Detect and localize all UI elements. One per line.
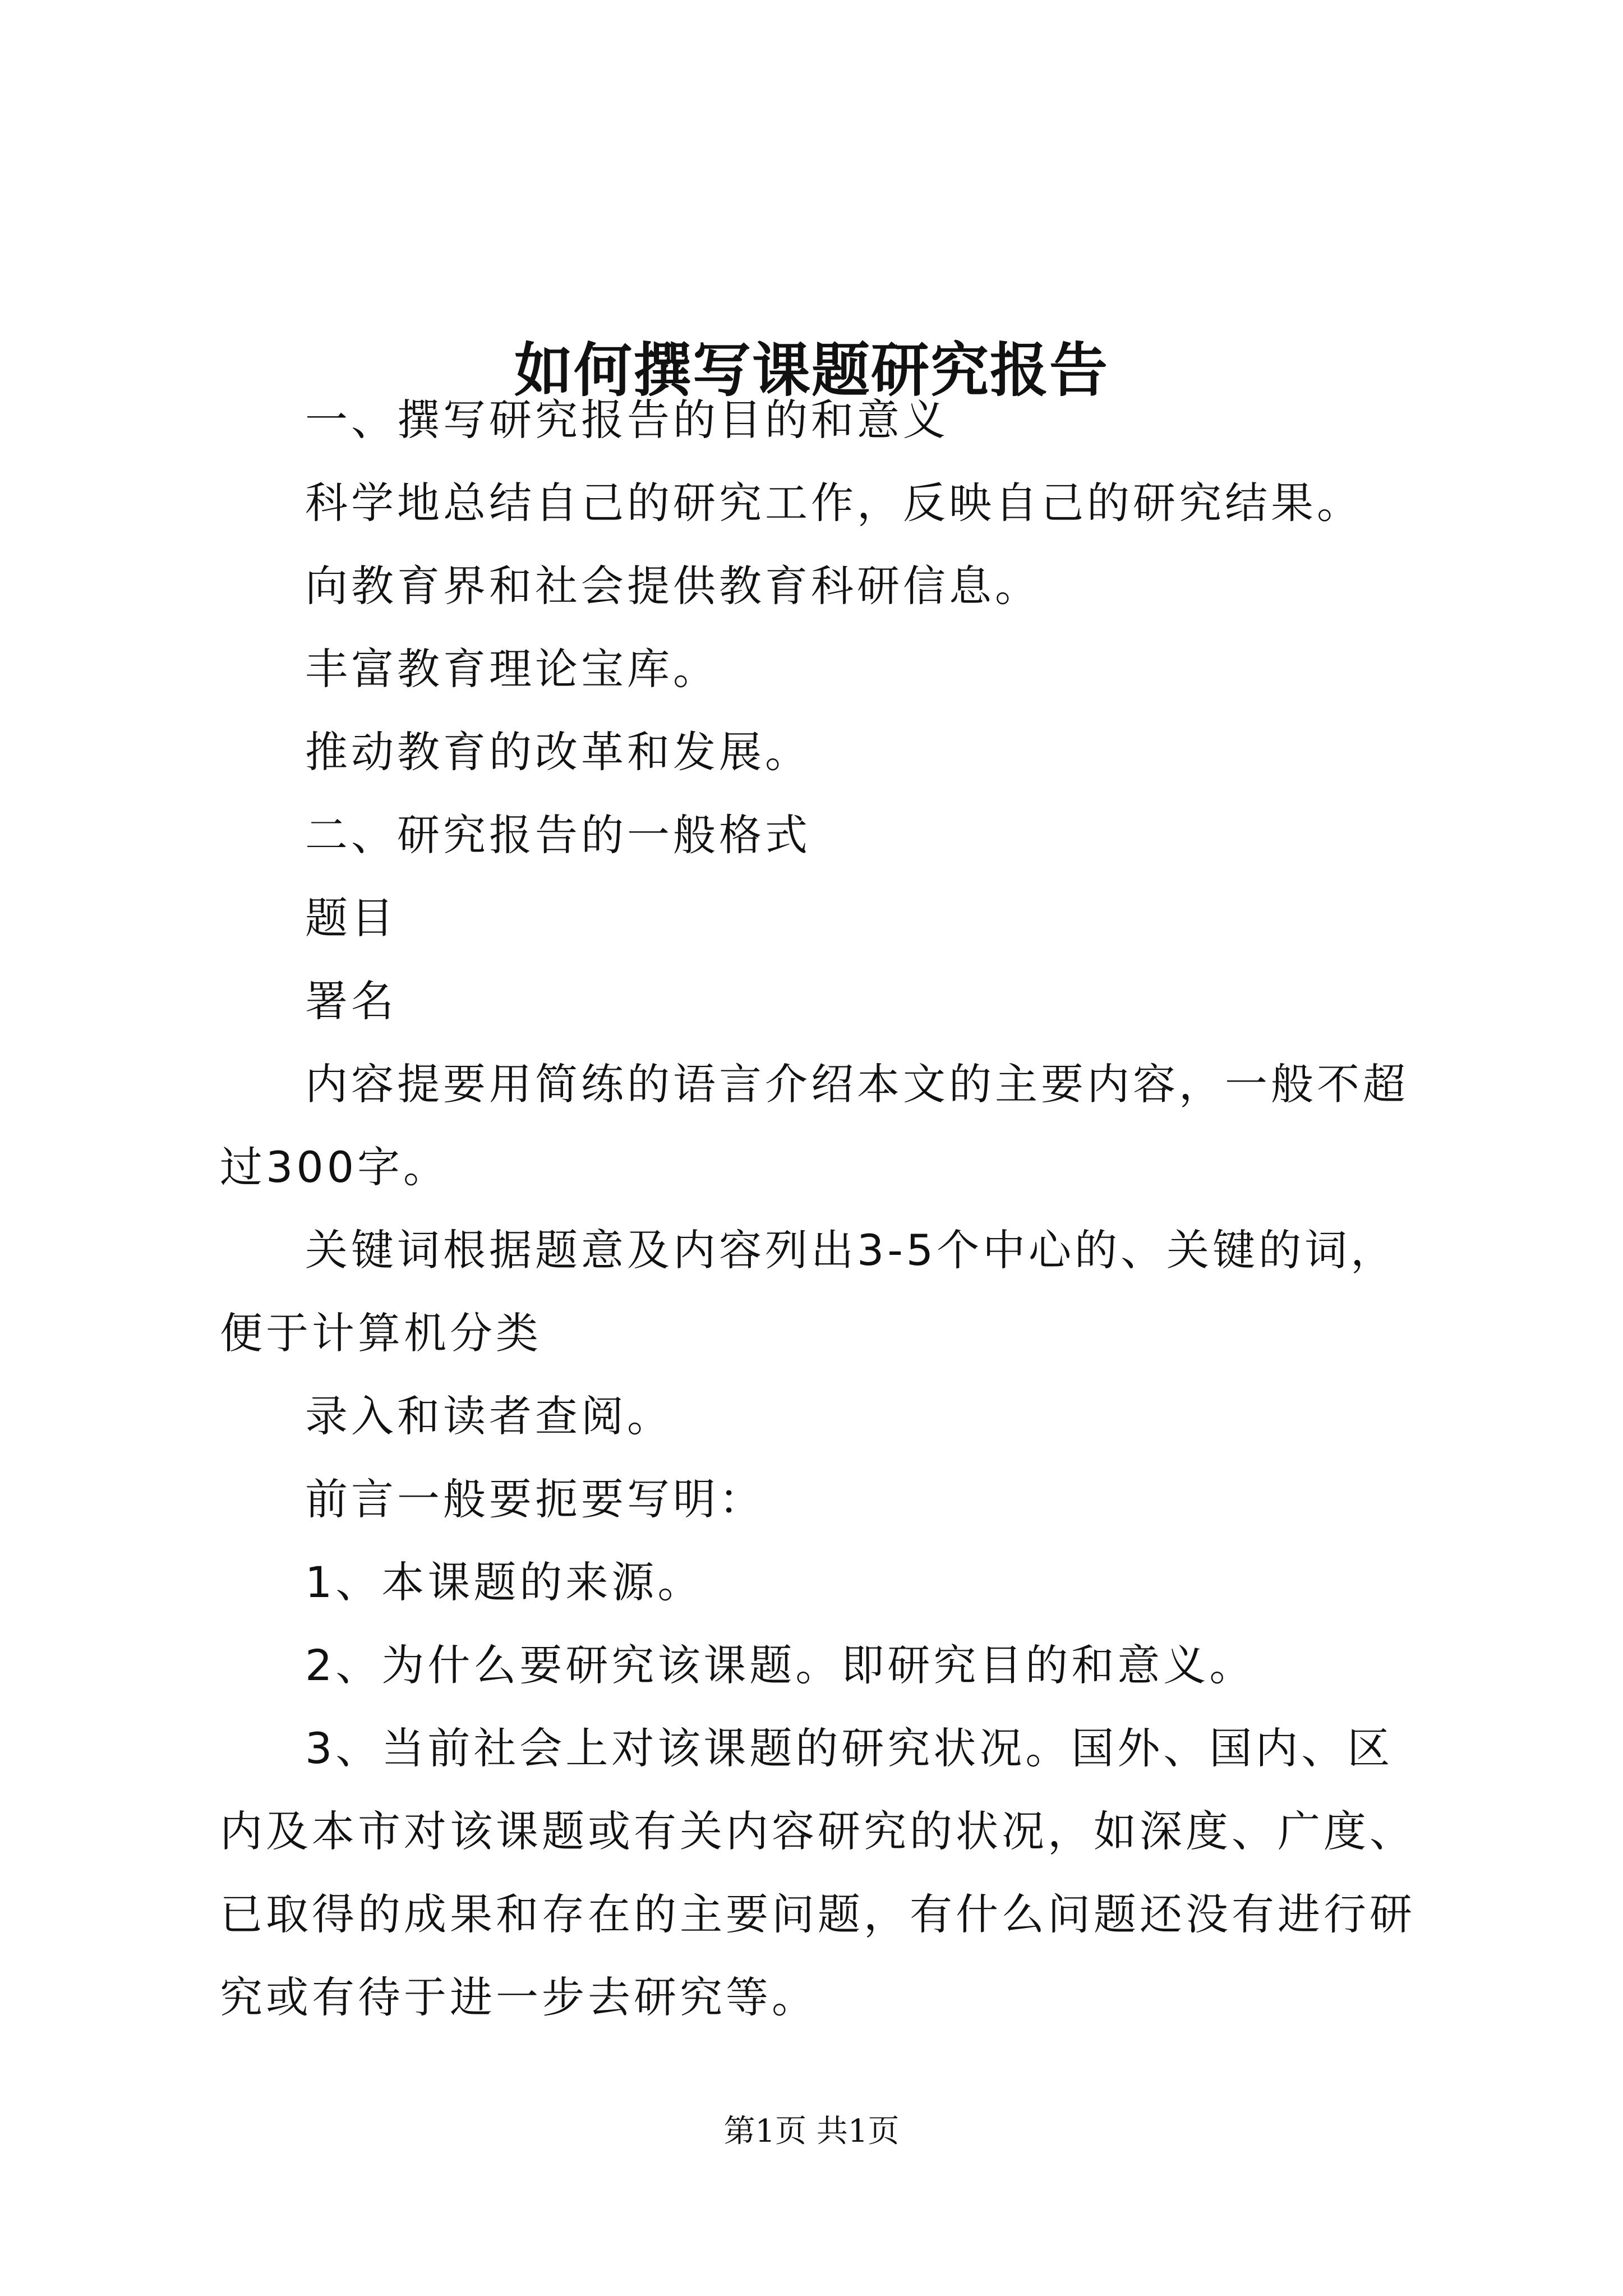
paragraph: 二、研究报告的一般格式 <box>305 810 811 860</box>
page-title: 如何撰写课题研究报告 <box>514 335 1109 404</box>
paragraph: 推动教育的改革和发展。 <box>305 727 811 777</box>
paragraph: 署名 <box>305 976 397 1026</box>
document-body <box>220 379 1426 2039</box>
paragraph: 关键词根据题意及内容列出3-5个中心的、关键的词，便于计算机分类 <box>220 1225 1397 1358</box>
paragraph: 3、当前社会上对该课题的研究状况。国外、国内、区内及本市对该课题或有关内容研究的状况，如深度、广度、已取得的成果和存在的主要问题，有什么问题还没有进行研究或有待于进一步去研究等。 <box>220 1723 1415 2022</box>
paragraph: 1、本课题的来源。 <box>305 1557 704 1607</box>
paragraph: 录入和读者查阅。 <box>305 1391 673 1441</box>
paragraph: 丰富教育理论宝库。 <box>305 644 719 694</box>
paragraph: 2、为什么要研究该课题。即研究目的和意义。 <box>305 1640 1256 1690</box>
paragraph: 题目 <box>305 893 397 943</box>
paragraph: 向教育界和社会提供教育科研信息。 <box>305 561 1041 611</box>
paragraph: 一、撰写研究报告的目的和意义 <box>305 395 949 445</box>
paragraph: 内容提要用简练的语言介绍本文的主要内容，一般不超过300字。 <box>220 1059 1409 1192</box>
page-footer: 第1页 共1页 <box>723 2113 900 2150</box>
paragraph: 科学地总结自己的研究工作，反映自己的研究结果。 <box>305 478 1363 528</box>
paragraph: 前言一般要扼要写明： <box>305 1474 765 1524</box>
